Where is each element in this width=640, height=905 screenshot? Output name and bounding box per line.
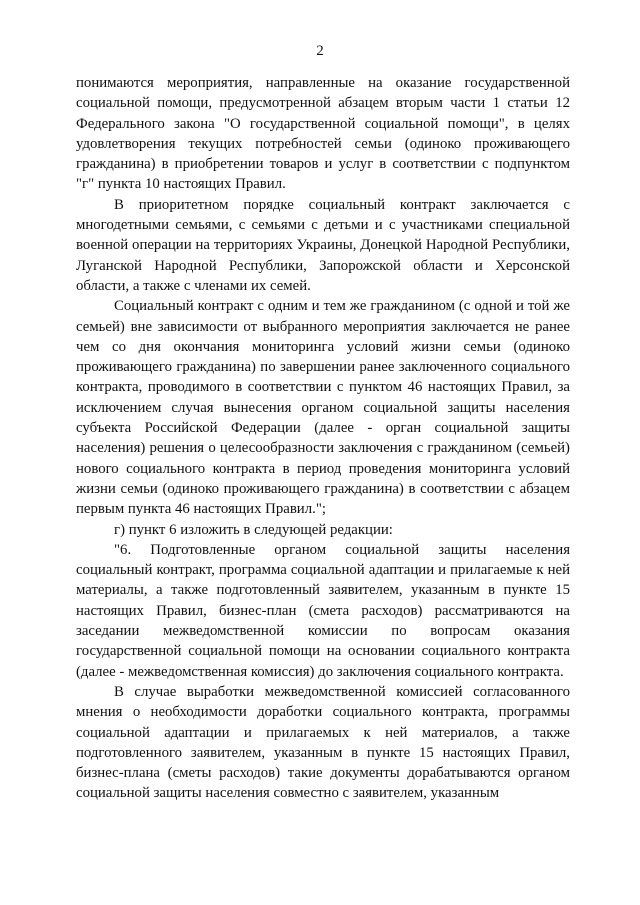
paragraph: понимаются мероприятия, направленные на оказание государственной социальной помощи, предусмотренной абзацем вторым части 1 статьи 12 Федерального закона "О государственной социальной помощи", в целях удовлетворения текущих потребностей семьи (одиноко проживающего гражданина) в приобретении товаров и услуг в соответствии с подпунктом "г" пункта 10 настоящих Правил. [76,75,570,193]
paragraph: В случае выработки межведомственной комиссией согласованного мнения о необходимости доработки социального контракта, программы социальной адаптации и прилагаемых к ней материалов, а также подготовленного заявителем, указанным в пункте 15 настоящих Правил, бизнес-плана (сметы расходов) такие документы дорабатываются органом социальной защиты населения совместно с заявителем, указанным [76,683,570,802]
paragraph: г) пункт 6 изложить в следующей редакции: [114,521,393,538]
document-body [76,73,570,804]
paragraph: Социальный контракт с одним и тем же гражданином (с одной и той же семьей) вне зависимости от выбранного мероприятия заключается не ранее чем со дня окончания мониторинга условий жизни семьи (одиноко проживающего гражданина) по завершении ранее заключенного социального контракта, проводимого в соответствии с пунктом 46 настоящих Правил, за исключением случая вынесения органом социальной защиты населения субъекта Российской Федерации (далее - орган социальной защиты населения) решения о целесообразности заключения с гражданином (семьей) нового социального контракта в период проведения мониторинга условий жизни семьи (одиноко проживающего гражданина) в соответствии с абзацем первым пункта 46 настоящих Правил."; [76,298,570,518]
paragraph: В приоритетном порядке социальный контракт заключается с многодетными семьями, с семьями с детьми и с участниками специальной военной операции на территориях Украины, Донецкой Народной Республики, Луганской Народной Республики, Запорожской области и Херсонской области, а также с членами их семей. [76,196,570,294]
page-number: 2 [316,43,324,59]
paragraph: "6. Подготовленные органом социальной защиты населения социальный контракт, программа социальной адаптации и прилагаемые к ней материалы, а также подготовленный заявителем, указанным в пункте 15 настоящих Правил, бизнес-план (смета расходов) рассматриваются на заседании межведомственной комиссии по вопросам оказания государственной социальной помощи на основании социального контракта (далее - межведомственная комиссия) до заключения социального контракта. [76,541,570,680]
